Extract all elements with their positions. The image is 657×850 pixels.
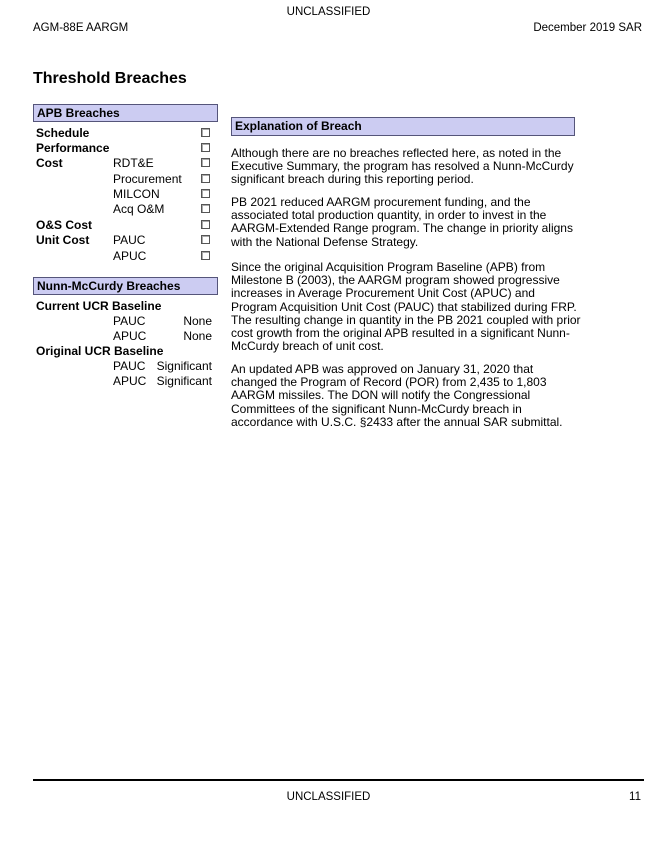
apb-apuc-checkbox[interactable] — [201, 251, 210, 260]
original-ucr-item-value: Significant — [156, 359, 212, 373]
apb-performance-checkbox[interactable] — [201, 143, 210, 152]
apb-cost-item: RDT&E — [113, 156, 154, 170]
apb-schedule-checkbox[interactable] — [201, 128, 210, 137]
page-title: Threshold Breaches — [33, 70, 187, 87]
apb-cost-label: Cost — [36, 156, 63, 170]
current-ucr-label: Current UCR Baseline — [36, 299, 162, 313]
current-ucr-item-value: None — [183, 314, 212, 328]
apb-os-cost-label: O&S Cost — [36, 218, 93, 232]
apb-unit-item: APUC — [113, 249, 147, 263]
apb-cost-item: Procurement — [113, 172, 182, 186]
original-ucr-label: Original UCR Baseline — [36, 344, 164, 358]
original-ucr-item-value: Significant — [156, 374, 212, 388]
original-ucr-item-name: PAUC — [113, 359, 146, 373]
footer-rule — [33, 779, 644, 781]
nunn-mccurdy-header: Nunn-McCurdy Breaches — [33, 277, 218, 295]
explanation-paragraph: PB 2021 reduced AARGM procurement funding, and the associated total production quantity, in order to invest in the AARGM-Extended Range program. The change in priority aligns with the National Defense Strategy. — [231, 195, 573, 249]
page-number: 11 — [629, 791, 641, 803]
apb-breaches-header: APB Breaches — [33, 104, 218, 122]
apb-rdte-checkbox[interactable] — [201, 158, 210, 167]
apb-unit-item: PAUC — [113, 233, 146, 247]
current-ucr-item-name: APUC — [113, 329, 147, 343]
header-classification: UNCLASSIFIED — [286, 6, 371, 18]
explanation-paragraph: Since the original Acquisition Program Baseline (APB) from Milestone B (2003), the AARGM program showed progressive increases in Average Procurement Unit Cost (APUC) and Program Acquisition Unit Cost (PAUC) that stabilized during FRP. The resulting change in quantity in the PB 2021 coupled with prior cost growth from the original APB resulted in a significant Nunn-McCurdy breach of unit cost. — [231, 260, 581, 354]
original-ucr-item-name: APUC — [113, 374, 147, 388]
apb-unit-cost-label: Unit Cost — [36, 233, 90, 247]
apb-acq-om-checkbox[interactable] — [201, 204, 210, 213]
apb-cost-item: Acq O&M — [113, 202, 165, 216]
apb-performance-label: Performance — [36, 141, 110, 155]
explanation-paragraph: Although there are no breaches reflected here, as noted in the Executive Summary, the program has resolved a Nunn-McCurdy significant breach during this reporting period. — [231, 146, 574, 187]
current-ucr-item-name: PAUC — [113, 314, 146, 328]
apb-procurement-checkbox[interactable] — [201, 174, 210, 183]
apb-milcon-checkbox[interactable] — [201, 189, 210, 198]
apb-schedule-label: Schedule — [36, 126, 90, 140]
header-report-date: December 2019 SAR — [533, 22, 642, 34]
current-ucr-item-value: None — [183, 329, 212, 343]
apb-os-cost-checkbox[interactable] — [201, 220, 210, 229]
explanation-paragraph: An updated APB was approved on January 31, 2020 that changed the Program of Record (POR) from 2,435 to 1,803 AARGM missiles. The DON will notify the Congressional Committees of the significant Nunn-McCurdy breach in accordance with U.S.C. §2433 after the annual SAR submittal. — [231, 362, 563, 429]
explanation-header: Explanation of Breach — [231, 117, 575, 136]
apb-cost-item: MILCON — [113, 187, 160, 201]
header-program: AGM-88E AARGM — [33, 22, 129, 34]
footer-classification: UNCLASSIFIED — [286, 791, 371, 803]
apb-pauc-checkbox[interactable] — [201, 235, 210, 244]
